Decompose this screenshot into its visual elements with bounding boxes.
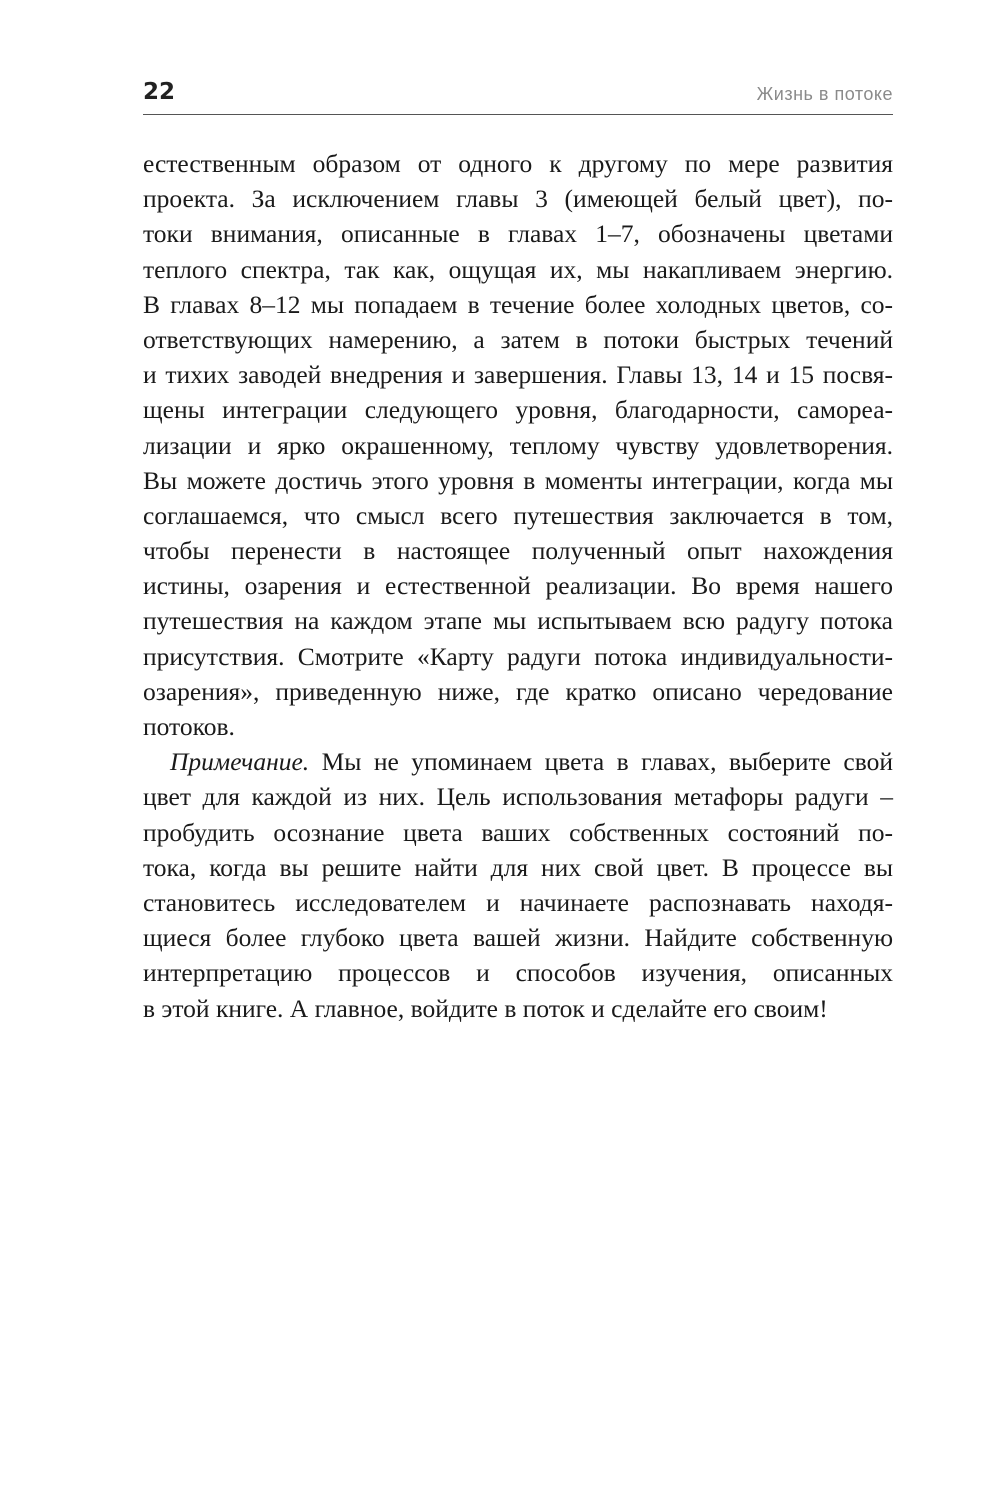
body-text [143,146,893,1026]
paragraph-1 [143,146,893,744]
text-line: чтобы перенести в настоящее полученный опыт нахождения [143,536,893,566]
page-header [143,74,893,115]
text-line: В главах 8–12 мы попадаем в течение более холодных цветов, со- [143,289,893,319]
text-line: лизации и ярко окрашенному, теплому чувству удовлетворения. [143,430,893,460]
text-line: токи внимания, описанные в главах 1–7, обозначены цветами [143,219,893,249]
paragraph-2 [143,744,893,1026]
text-line: цвет для каждой из них. Цель использования метафоры радуги – [143,782,893,812]
page-number: 22 [143,79,176,105]
text-line: озарения», приведенную ниже, где кратко описано чередование [143,676,893,706]
text-line: пробудить осознание цвета ваших собственных состояний по- [143,817,893,847]
text-line: проекта. За исключением главы 3 (имеющей белый цвет), по- [143,184,893,214]
note-first-line-text: Мы не упоминаем цвета в главах, выберите свой [309,747,893,777]
text-line: становитесь исследователем и начинаете распознавать находя- [143,887,893,917]
text-line [143,744,893,779]
text-line: путешествия на каждом этапе мы испытываем всю радугу потока [143,606,893,636]
text-line: потоков. [143,712,235,741]
text-line: тока, когда вы решите найти для них свой цвет. В процессе вы [143,852,893,882]
text-line: щены интеграции следующего уровня, благодарности, самореа- [143,395,893,425]
text-line: интерпретацию процессов и способов изучения, описанных [143,958,893,988]
text-line: и тихих заводей внедрения и завершения. Главы 13, 14 и 15 посвя- [143,360,893,390]
text-line: теплого спектра, так как, ощущая их, мы накапливаем энергию. [143,254,893,284]
text-line: истины, озарения и естественной реализации. Во время нашего [143,571,893,601]
text-line: ответствующих намерению, а затем в потоки быстрых течений [143,324,893,354]
text-line: естественным образом от одного к другому по мере развития [143,149,893,178]
text-line: соглашаемся, что смысл всего путешествия заключается в том, [143,500,893,530]
note-label: Примечание. [170,747,310,777]
text-line: присутствия. Смотрите «Карту радуги потока индивидуальности- [143,641,893,671]
text-line: щиеся более глубоко цвета вашей жизни. Найдите собственную [143,923,893,953]
running-title: Жизнь в потоке [756,84,893,104]
text-line: в этой книге. А главное, войдите в поток и сделайте его своим! [143,993,828,1023]
text-line: Вы можете достичь этого уровня в моменты интеграции, когда мы [143,465,893,495]
